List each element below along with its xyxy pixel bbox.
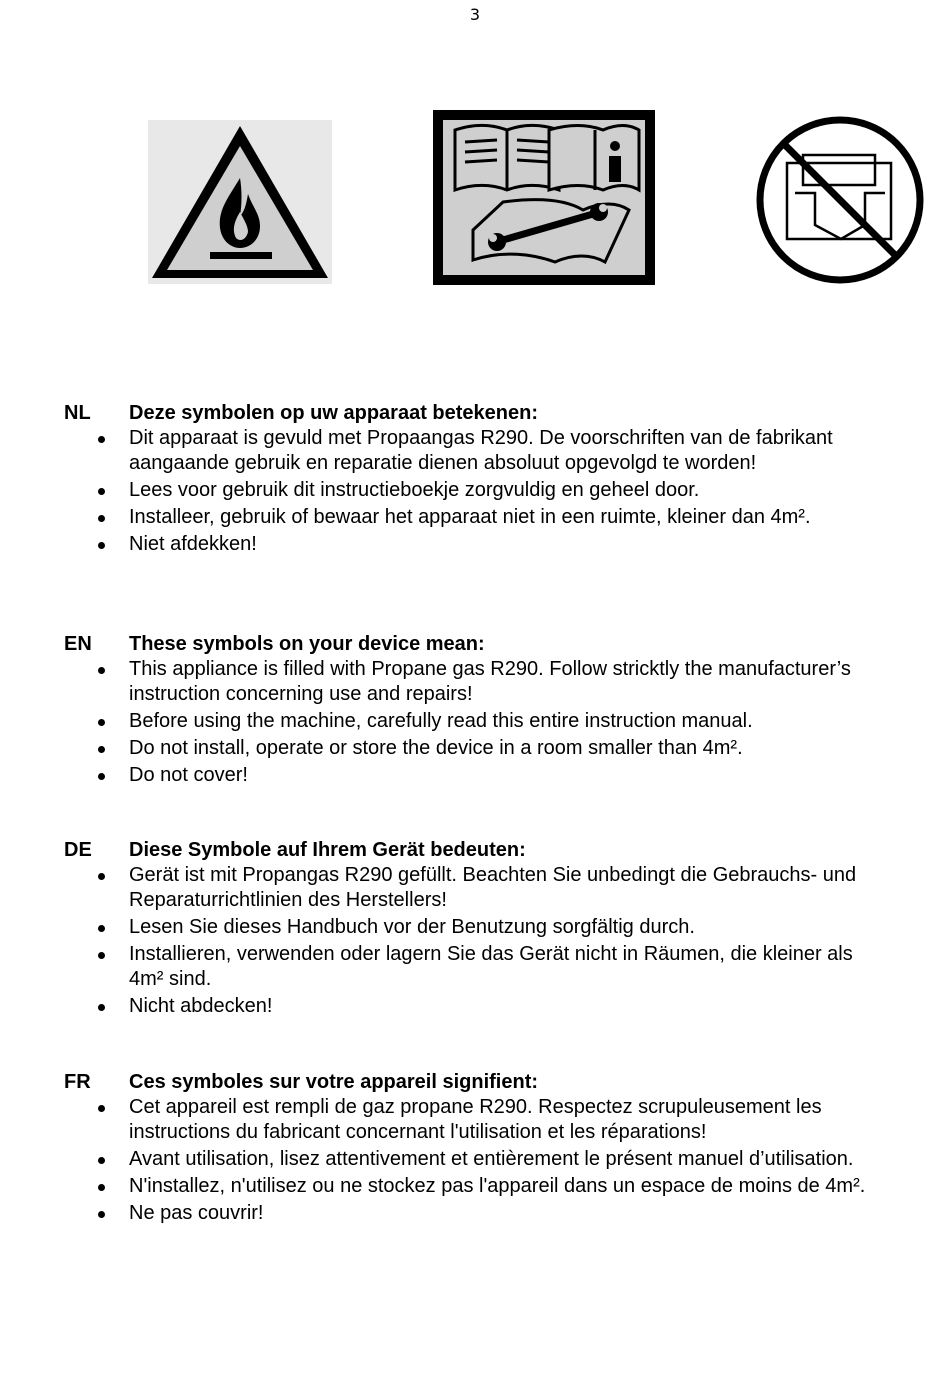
section-heading: Deze symbolen op uw apparaat betekenen: [129, 402, 538, 424]
list-item: Avant utilisation, lisez attentivement et entièrement le présent manuel d’utilisation. [64, 1147, 889, 1172]
list-item: Do not cover! [64, 763, 889, 788]
bullet [98, 515, 105, 522]
bullet [98, 719, 105, 726]
list-item: N'installez, n'utilisez ou ne stockez pas l'appareil dans un espace de moins de 4m². [64, 1174, 889, 1199]
bullet [98, 1157, 105, 1164]
bullet [98, 925, 105, 932]
list-item: Niet afdekken! [64, 532, 889, 557]
bullet [98, 667, 105, 674]
bullet [98, 952, 105, 959]
list-item: Dit apparaat is gevuld met Propaangas R290. De voorschriften van de fabrikant aangaande gebruik en reparatie dienen absoluut opgevolgd te worden! [64, 426, 889, 476]
bullet [98, 542, 105, 549]
list-item: Do not install, operate or store the device in a room smaller than 4m². [64, 736, 889, 761]
section-en [64, 631, 904, 790]
list-item: Installieren, verwenden oder lagern Sie das Gerät nicht in Räumen, die kleiner als 4m² sind. [64, 942, 889, 992]
do-not-cover-icon [755, 115, 925, 285]
list-item: Installeer, gebruik of bewaar het apparaat niet in een ruimte, kleiner dan 4m². [64, 505, 889, 530]
section-heading: These symbols on your device mean: [129, 633, 485, 655]
language-code: FR [64, 1071, 91, 1093]
bullet [98, 488, 105, 495]
bullet [98, 1004, 105, 1011]
list-item: Ne pas couvrir! [64, 1201, 889, 1226]
bullet [98, 1105, 105, 1112]
bullet [98, 436, 105, 443]
section-fr [64, 1069, 904, 1228]
list-item: Lees voor gebruik dit instructieboekje zorgvuldig en geheel door. [64, 478, 889, 503]
list-item: Nicht abdecken! [64, 994, 889, 1019]
page-number: 3 [469, 5, 481, 24]
language-code: NL [64, 402, 91, 424]
bullet [98, 1184, 105, 1191]
bullet [98, 873, 105, 880]
language-code: DE [64, 839, 92, 861]
list-item: Gerät ist mit Propangas R290 gefüllt. Beachten Sie unbedingt die Gebrauchs- und Reparaturrichtlinien des Herstellers! [64, 863, 889, 913]
language-code: EN [64, 633, 92, 655]
list-item: Before using the machine, carefully read this entire instruction manual. [64, 709, 889, 734]
bullet [98, 746, 105, 753]
bullet [98, 1211, 105, 1218]
list-item: Lesen Sie dieses Handbuch vor der Benutzung sorgfältig durch. [64, 915, 889, 940]
section-de [64, 837, 904, 1021]
section-nl [64, 400, 904, 559]
list-item: Cet appareil est rempli de gaz propane R290. Respectez scrupuleusement les instructions du fabricant concernant l'utilisation et les réparations! [64, 1095, 889, 1145]
section-heading: Diese Symbole auf Ihrem Gerät bedeuten: [129, 839, 526, 861]
section-heading: Ces symboles sur votre appareil signifient: [129, 1071, 539, 1093]
bullet [98, 773, 105, 780]
flammable-warning-icon [148, 120, 332, 284]
read-manual-icon [433, 110, 655, 285]
list-item: This appliance is filled with Propane gas R290. Follow stricktly the manufacturer’s instruction concerning use and repairs! [64, 657, 889, 707]
